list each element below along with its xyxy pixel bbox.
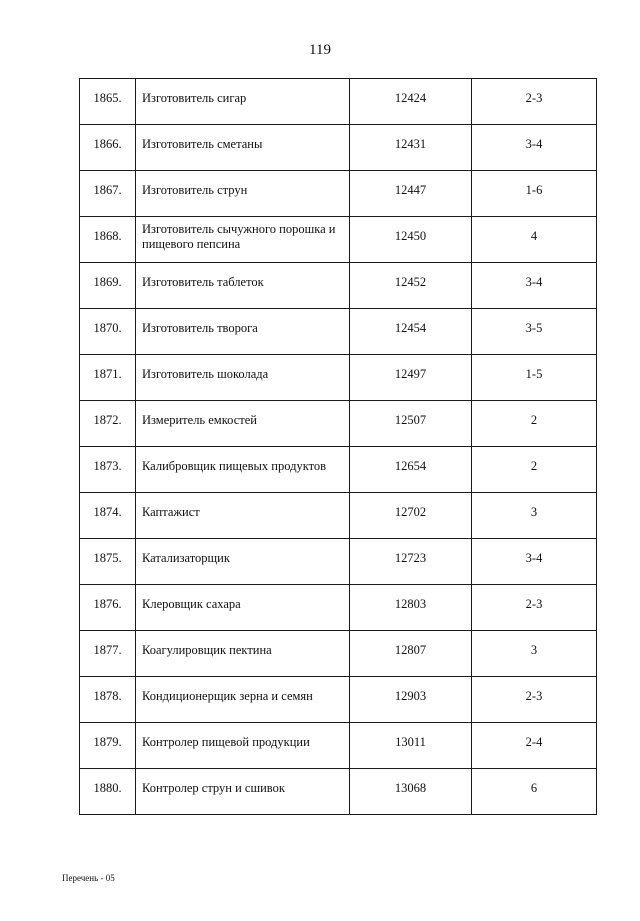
profession-name-cell xyxy=(136,493,350,539)
row-number: 1873. xyxy=(93,459,122,473)
row-number-cell xyxy=(80,171,136,217)
profession-name-cell xyxy=(136,125,350,171)
grade-range-cell xyxy=(472,125,597,171)
grade-range-cell xyxy=(472,309,597,355)
profession-code: 12702 xyxy=(394,505,427,519)
row-number: 1868. xyxy=(93,229,122,243)
row-number-cell xyxy=(80,631,136,677)
profession-name: Контролер пищевой продукции xyxy=(142,735,310,749)
profession-code: 12450 xyxy=(394,229,427,243)
profession-name-cell xyxy=(136,447,350,493)
row-number-cell xyxy=(80,447,136,493)
profession-name-cell xyxy=(136,355,350,401)
profession-name-cell xyxy=(136,769,350,815)
grade-range-cell xyxy=(472,677,597,723)
profession-code: 12431 xyxy=(394,137,427,151)
profession-name: Изготовитель струн xyxy=(142,183,248,197)
row-number-cell xyxy=(80,309,136,355)
table-row xyxy=(80,401,597,447)
profession-name: Изготовитель сычужного порошка и пищевого пепсина xyxy=(142,221,336,251)
profession-name-cell xyxy=(136,401,350,447)
row-number: 1880. xyxy=(93,781,122,795)
profession-code: 12447 xyxy=(394,183,427,197)
profession-code: 12452 xyxy=(394,275,427,289)
row-number-cell xyxy=(80,585,136,631)
profession-name: Контролер струн и сшивок xyxy=(142,781,285,795)
profession-code: 12723 xyxy=(394,551,427,565)
profession-name: Клеровщик сахара xyxy=(142,597,241,611)
table-row xyxy=(80,723,597,769)
profession-name: Изготовитель шоколада xyxy=(142,367,269,381)
profession-code: 12654 xyxy=(394,459,427,473)
profession-code: 13011 xyxy=(395,735,426,749)
table-row xyxy=(80,447,597,493)
table-row xyxy=(80,493,597,539)
profession-code-cell xyxy=(350,447,472,493)
grade-range-cell xyxy=(472,263,597,309)
row-number-cell xyxy=(80,723,136,769)
row-number: 1872. xyxy=(93,413,122,427)
profession-code: 12803 xyxy=(394,597,427,611)
profession-name-cell xyxy=(136,79,350,125)
row-number-cell xyxy=(80,539,136,585)
profession-name: Измеритель емкостей xyxy=(142,413,257,427)
profession-code: 12903 xyxy=(394,689,427,703)
table-row xyxy=(80,539,597,585)
profession-name: Каптажист xyxy=(142,505,200,519)
profession-code-cell xyxy=(350,355,472,401)
profession-name-cell xyxy=(136,585,350,631)
row-number: 1866. xyxy=(93,137,122,151)
profession-code-cell xyxy=(350,263,472,309)
grade-range: 6 xyxy=(530,781,538,795)
profession-table xyxy=(79,78,597,815)
row-number-cell xyxy=(80,493,136,539)
footer-text: Перечень - 05 xyxy=(62,873,115,883)
table-row xyxy=(80,263,597,309)
table-row xyxy=(80,79,597,125)
row-number: 1874. xyxy=(93,505,122,519)
profession-code-cell xyxy=(350,493,472,539)
profession-code-cell xyxy=(350,171,472,217)
grade-range-cell xyxy=(472,79,597,125)
profession-code-cell xyxy=(350,769,472,815)
grade-range: 1-5 xyxy=(525,367,543,381)
table-body xyxy=(80,79,597,815)
table-row xyxy=(80,631,597,677)
table-row xyxy=(80,355,597,401)
row-number: 1865. xyxy=(93,91,122,105)
grade-range: 2 xyxy=(530,459,538,473)
profession-name-cell xyxy=(136,723,350,769)
profession-code-cell xyxy=(350,401,472,447)
grade-range: 2 xyxy=(530,413,538,427)
profession-code: 12497 xyxy=(394,367,427,381)
profession-code: 12807 xyxy=(394,643,427,657)
grade-range-cell xyxy=(472,631,597,677)
grade-range: 3-4 xyxy=(525,137,543,151)
grade-range-cell xyxy=(472,355,597,401)
profession-name: Изготовитель сметаны xyxy=(142,137,263,151)
grade-range: 2-3 xyxy=(525,597,543,611)
row-number-cell xyxy=(80,401,136,447)
profession-code-cell xyxy=(350,631,472,677)
grade-range-cell xyxy=(472,769,597,815)
grade-range-cell xyxy=(472,539,597,585)
row-number-cell xyxy=(80,355,136,401)
row-number-cell xyxy=(80,677,136,723)
profession-name: Коагулировщик пектина xyxy=(142,643,272,657)
grade-range-cell xyxy=(472,217,597,263)
table-row xyxy=(80,585,597,631)
grade-range-cell xyxy=(472,171,597,217)
grade-range: 3-5 xyxy=(525,321,543,335)
grade-range: 3 xyxy=(530,643,538,657)
profession-code-cell xyxy=(350,309,472,355)
table-row xyxy=(80,125,597,171)
profession-name: Кондиционерщик зерна и семян xyxy=(142,689,313,703)
row-number-cell xyxy=(80,217,136,263)
grade-range-cell xyxy=(472,447,597,493)
page-number: 119 xyxy=(309,42,331,58)
row-number: 1875. xyxy=(93,551,122,565)
grade-range: 3-4 xyxy=(525,551,543,565)
table-row xyxy=(80,309,597,355)
row-number: 1870. xyxy=(93,321,122,335)
profession-name-cell xyxy=(136,631,350,677)
row-number: 1877. xyxy=(93,643,122,657)
row-number: 1869. xyxy=(93,275,122,289)
row-number-cell xyxy=(80,79,136,125)
profession-code: 12507 xyxy=(394,413,427,427)
table-row xyxy=(80,171,597,217)
table-row xyxy=(80,769,597,815)
profession-code-cell xyxy=(350,585,472,631)
profession-code-cell xyxy=(350,677,472,723)
grade-range: 3 xyxy=(530,505,538,519)
row-number: 1871. xyxy=(93,367,122,381)
profession-name: Изготовитель сигар xyxy=(142,91,247,105)
profession-name: Изготовитель таблеток xyxy=(142,275,264,289)
profession-name-cell xyxy=(136,539,350,585)
profession-code: 12454 xyxy=(394,321,427,335)
row-number-cell xyxy=(80,769,136,815)
profession-name-cell xyxy=(136,217,350,263)
profession-name: Калибровщик пищевых продуктов xyxy=(142,459,327,473)
profession-code: 13068 xyxy=(394,781,427,795)
row-number-cell xyxy=(80,263,136,309)
grade-range: 4 xyxy=(530,229,538,243)
table-row xyxy=(80,217,597,263)
grade-range: 3-4 xyxy=(525,275,543,289)
profession-code-cell xyxy=(350,125,472,171)
row-number: 1879. xyxy=(93,735,122,749)
profession-name: Изготовитель творога xyxy=(142,321,258,335)
row-number: 1878. xyxy=(93,689,122,703)
profession-name-cell xyxy=(136,263,350,309)
grade-range: 2-3 xyxy=(525,91,543,105)
profession-code-cell xyxy=(350,79,472,125)
profession-name-cell xyxy=(136,677,350,723)
profession-name-cell xyxy=(136,171,350,217)
row-number: 1876. xyxy=(93,597,122,611)
grade-range: 2-3 xyxy=(525,689,543,703)
profession-code: 12424 xyxy=(394,91,427,105)
profession-code-cell xyxy=(350,217,472,263)
grade-range: 2-4 xyxy=(525,735,543,749)
row-number: 1867. xyxy=(93,183,122,197)
profession-name-cell xyxy=(136,309,350,355)
row-number-cell xyxy=(80,125,136,171)
grade-range-cell xyxy=(472,493,597,539)
profession-name: Катализаторщик xyxy=(142,551,230,565)
grade-range-cell xyxy=(472,723,597,769)
profession-code-cell xyxy=(350,539,472,585)
profession-code-cell xyxy=(350,723,472,769)
grade-range-cell xyxy=(472,585,597,631)
grade-range-cell xyxy=(472,401,597,447)
grade-range: 1-6 xyxy=(525,183,543,197)
table-row xyxy=(80,677,597,723)
